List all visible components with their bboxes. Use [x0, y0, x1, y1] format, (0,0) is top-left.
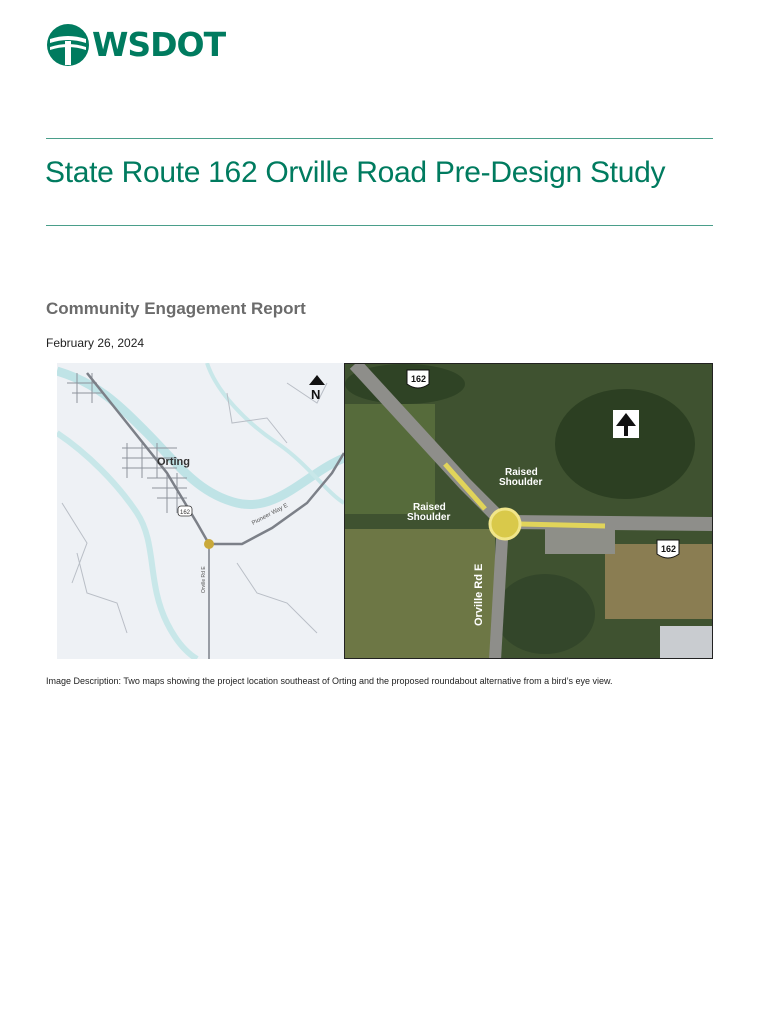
wsdot-logo-icon: [46, 23, 90, 67]
aerial-map-graphic: [345, 364, 713, 659]
report-subtitle: Community Engagement Report: [46, 299, 306, 318]
report-date: February 26, 2024: [46, 336, 145, 350]
aerial-map: [344, 363, 713, 659]
road-label: Pioneer Way E: [251, 502, 290, 527]
raised-shoulder-label-right-2: Shoulder: [499, 477, 543, 488]
raised-shoulder-label-left-2: Shoulder: [407, 512, 451, 523]
svg-text:162: 162: [411, 374, 427, 384]
route-shield-icon: [657, 540, 679, 558]
svg-text:N: N: [311, 387, 321, 402]
locator-map: [57, 363, 344, 659]
locator-map-graphic: [57, 363, 344, 659]
wsdot-logo: [46, 22, 225, 68]
maps-figure: [57, 363, 713, 659]
raised-shoulder-label-left: Raised: [413, 502, 446, 513]
svg-text:162: 162: [661, 544, 677, 554]
page-title: State Route 162 Orville Road Pre-Design Study: [45, 156, 666, 189]
route-shield-icon: [407, 370, 429, 388]
image-caption: Image Description: Two maps showing the project location southeast of Orting and the proposed roundabout alternative from a bird’s eye view.: [46, 676, 613, 686]
side-road-label: Orville Rd E: [201, 566, 207, 593]
raised-shoulder-label-right: Raised: [505, 467, 538, 478]
title-rule-bottom: [46, 225, 713, 226]
logo-text: WSDOT: [92, 25, 226, 64]
route-shield-icon: [178, 506, 192, 516]
title-rule-top: [46, 138, 713, 139]
roundabout: [490, 509, 520, 539]
svg-text:162: 162: [180, 510, 191, 516]
town-label: Orting: [157, 456, 190, 468]
project-location-marker: [204, 539, 214, 549]
compass-arrow-icon: [613, 410, 639, 438]
orville-road-label: Orville Rd E: [473, 563, 485, 626]
